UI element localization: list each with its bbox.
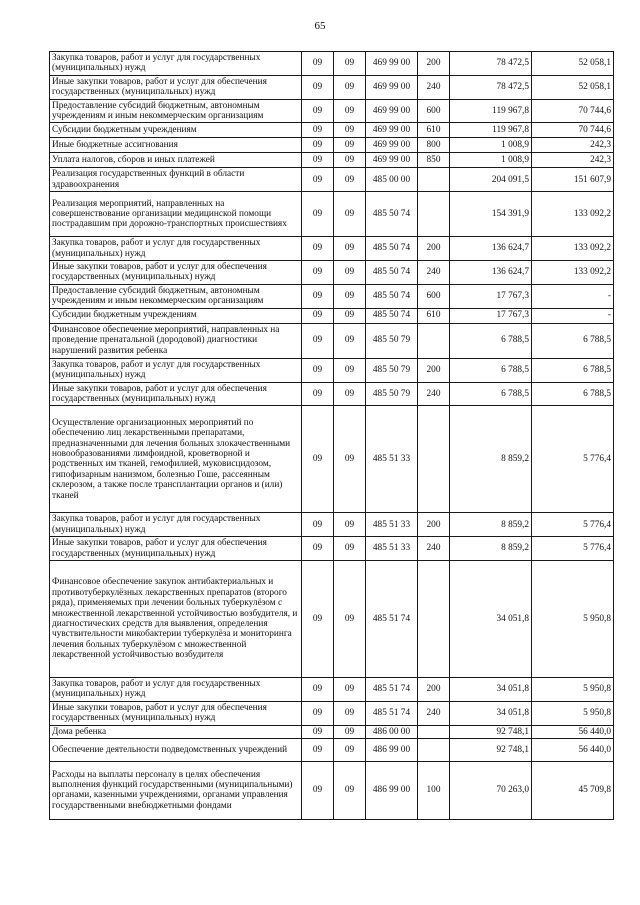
row-target-article: 469 99 00 (366, 153, 418, 168)
row-section: 09 (302, 537, 334, 561)
row-subsection: 09 (334, 168, 366, 192)
row-target-article: 485 51 74 (366, 560, 418, 677)
row-section: 09 (302, 323, 334, 358)
table-row (50, 153, 614, 168)
table-row (50, 284, 614, 308)
row-subsection: 09 (334, 138, 366, 153)
row-expense-type: 600 (418, 284, 450, 308)
row-name: Реализация государственных функций в области здравоохранения (50, 168, 302, 192)
row-target-article: 469 99 00 (366, 52, 418, 76)
row-section: 09 (302, 761, 334, 819)
row-target-article: 469 99 00 (366, 75, 418, 99)
row-target-article: 469 99 00 (366, 99, 418, 123)
row-section: 09 (302, 560, 334, 677)
row-section: 09 (302, 308, 334, 323)
row-subsection: 09 (334, 761, 366, 819)
row-amount-2: 133 092,2 (532, 237, 614, 261)
row-expense-type: 200 (418, 52, 450, 76)
row-amount-1: 70 263,0 (450, 761, 532, 819)
row-subsection: 09 (334, 123, 366, 138)
row-subsection: 09 (334, 382, 366, 406)
row-amount-2: 70 744,6 (532, 99, 614, 123)
row-target-article: 485 00 00 (366, 168, 418, 192)
row-target-article: 485 51 33 (366, 406, 418, 513)
row-section: 09 (302, 358, 334, 382)
row-amount-1: 119 967,8 (450, 123, 532, 138)
row-section: 09 (302, 738, 334, 761)
row-target-article: 485 51 33 (366, 537, 418, 561)
row-expense-type: 610 (418, 308, 450, 323)
row-amount-1: 1 008,9 (450, 138, 532, 153)
row-expense-type: 100 (418, 761, 450, 819)
row-expense-type: 240 (418, 75, 450, 99)
page-number: 65 (314, 20, 326, 32)
table-row (50, 75, 614, 99)
row-name: Осуществление организационных мероприятий по обеспечению лиц лекарственными препаратами, предназначенными для лечения больных злокачественными новообразованиями лимфоидной, кроветворной и родственных им тканей, гемофилией, муковисцидозом, гипофизарным нанизмом, болезнью Гоше, рассеянным склерозом, а также после трансплантации органов и (или) тканей (50, 406, 302, 513)
row-expense-type (418, 192, 450, 237)
row-amount-2: 133 092,2 (532, 261, 614, 285)
row-name: Субсидии бюджетным учреждениям (50, 123, 302, 138)
row-amount-1: 34 051,8 (450, 560, 532, 677)
row-section: 09 (302, 138, 334, 153)
row-subsection: 09 (334, 192, 366, 237)
row-target-article: 485 50 74 (366, 261, 418, 285)
row-amount-1: 6 788,5 (450, 358, 532, 382)
row-name: Финансовое обеспечение мероприятий, направленных на проведение пренатальной (дородовой) диагностики нарушений развития ребенка (50, 323, 302, 358)
row-name: Расходы на выплаты персоналу в целях обеспечения выполнения функций государственными (муниципальными) органами, казенными учреждениями, органами управления государственными внебюджетными фондами (50, 761, 302, 819)
table-row (50, 358, 614, 382)
row-amount-1: 1 008,9 (450, 153, 532, 168)
row-amount-2: - (532, 284, 614, 308)
row-section: 09 (302, 75, 334, 99)
row-amount-2: 6 788,5 (532, 358, 614, 382)
row-target-article: 485 50 79 (366, 323, 418, 358)
row-expense-type (418, 725, 450, 738)
row-section: 09 (302, 99, 334, 123)
row-target-article: 485 50 79 (366, 358, 418, 382)
row-amount-2: 45 709,8 (532, 761, 614, 819)
row-subsection: 09 (334, 725, 366, 738)
table-row (50, 261, 614, 285)
row-target-article: 486 99 00 (366, 738, 418, 761)
row-expense-type (418, 738, 450, 761)
row-amount-1: 8 859,2 (450, 537, 532, 561)
row-expense-type: 850 (418, 153, 450, 168)
row-subsection: 09 (334, 677, 366, 701)
row-name: Иные закупки товаров, работ и услуг для обеспечения государственных (муниципальных) нужд (50, 261, 302, 285)
row-subsection: 09 (334, 738, 366, 761)
row-target-article: 486 99 00 (366, 761, 418, 819)
table-row (50, 123, 614, 138)
budget-table-body (50, 52, 614, 820)
row-expense-type: 240 (418, 382, 450, 406)
row-target-article: 469 99 00 (366, 138, 418, 153)
row-amount-2: 5 776,4 (532, 537, 614, 561)
row-name: Иные закупки товаров, работ и услуг для обеспечения государственных (муниципальных) нужд (50, 75, 302, 99)
row-name: Закупка товаров, работ и услуг для государственных (муниципальных) нужд (50, 513, 302, 537)
table-row (50, 52, 614, 76)
row-target-article: 485 50 74 (366, 192, 418, 237)
row-expense-type: 200 (418, 677, 450, 701)
row-target-article: 485 51 33 (366, 513, 418, 537)
row-amount-2: - (532, 308, 614, 323)
row-amount-2: 70 744,6 (532, 123, 614, 138)
row-target-article: 485 50 74 (366, 284, 418, 308)
row-subsection: 09 (334, 308, 366, 323)
row-amount-1: 78 472,5 (450, 75, 532, 99)
row-subsection: 09 (334, 75, 366, 99)
row-subsection: 09 (334, 99, 366, 123)
row-name: Иные бюджетные ассигнования (50, 138, 302, 153)
row-amount-2: 133 092,2 (532, 192, 614, 237)
row-target-article: 485 51 74 (366, 677, 418, 701)
row-amount-2: 6 788,5 (532, 382, 614, 406)
row-expense-type: 240 (418, 537, 450, 561)
row-target-article: 469 99 00 (366, 123, 418, 138)
row-name: Закупка товаров, работ и услуг для государственных (муниципальных) нужд (50, 52, 302, 76)
row-name: Субсидии бюджетным учреждениям (50, 308, 302, 323)
row-expense-type: 600 (418, 99, 450, 123)
row-expense-type: 240 (418, 701, 450, 725)
row-amount-1: 92 748,1 (450, 738, 532, 761)
row-name: Дома ребенка (50, 725, 302, 738)
table-row (50, 738, 614, 761)
row-amount-2: 56 440,0 (532, 725, 614, 738)
row-subsection: 09 (334, 560, 366, 677)
row-section: 09 (302, 52, 334, 76)
row-name: Иные закупки товаров, работ и услуг для обеспечения государственных (муниципальных) нужд (50, 537, 302, 561)
row-amount-2: 5 950,8 (532, 560, 614, 677)
row-section: 09 (302, 192, 334, 237)
table-row (50, 725, 614, 738)
table-row (50, 761, 614, 819)
row-subsection: 09 (334, 537, 366, 561)
row-amount-1: 154 391,9 (450, 192, 532, 237)
row-expense-type (418, 168, 450, 192)
table-row (50, 138, 614, 153)
table-row (50, 677, 614, 701)
row-name: Предоставление субсидий бюджетным, автономным учреждениям и иным некоммерческим организациям (50, 284, 302, 308)
row-amount-1: 8 859,2 (450, 513, 532, 537)
row-amount-1: 8 859,2 (450, 406, 532, 513)
row-name: Иные закупки товаров, работ и услуг для обеспечения государственных (муниципальных) нужд (50, 382, 302, 406)
row-expense-type: 240 (418, 261, 450, 285)
row-amount-1: 136 624,7 (450, 237, 532, 261)
row-subsection: 09 (334, 52, 366, 76)
row-target-article: 485 50 74 (366, 308, 418, 323)
row-section: 09 (302, 261, 334, 285)
row-amount-2: 151 607,9 (532, 168, 614, 192)
row-section: 09 (302, 153, 334, 168)
table-row (50, 513, 614, 537)
row-subsection: 09 (334, 701, 366, 725)
row-section: 09 (302, 406, 334, 513)
row-amount-1: 34 051,8 (450, 701, 532, 725)
row-name: Иные закупки товаров, работ и услуг для обеспечения государственных (муниципальных) нужд (50, 701, 302, 725)
row-subsection: 09 (334, 153, 366, 168)
table-row (50, 192, 614, 237)
row-amount-2: 5 776,4 (532, 406, 614, 513)
row-section: 09 (302, 382, 334, 406)
table-row (50, 323, 614, 358)
row-section: 09 (302, 725, 334, 738)
row-section: 09 (302, 123, 334, 138)
row-amount-1: 92 748,1 (450, 725, 532, 738)
table-row (50, 99, 614, 123)
table-row (50, 406, 614, 513)
row-subsection: 09 (334, 237, 366, 261)
row-amount-1: 6 788,5 (450, 323, 532, 358)
row-name: Закупка товаров, работ и услуг для государственных (муниципальных) нужд (50, 358, 302, 382)
row-amount-2: 5 950,8 (532, 701, 614, 725)
budget-table (49, 51, 614, 820)
table-row (50, 537, 614, 561)
table-row (50, 701, 614, 725)
row-name: Финансовое обеспечение закупок антибактериальных и противотуберкулёзных лекарственных препаратов (второго ряда), применяемых при лечении больных туберкулёзом с множественной лекарственной устойчивостью возбудителя, и диагностических средств для выявления, определения чувствительности микобактерии туберкулёза и мониторинга лечения больных туберкулёзом с множественной лекарственной устойчивостью возбудителя (50, 560, 302, 677)
table-row (50, 237, 614, 261)
row-amount-2: 242,3 (532, 153, 614, 168)
row-section: 09 (302, 513, 334, 537)
row-amount-2: 6 788,5 (532, 323, 614, 358)
row-name: Закупка товаров, работ и услуг для государственных (муниципальных) нужд (50, 237, 302, 261)
row-amount-2: 52 058,1 (532, 52, 614, 76)
row-name: Закупка товаров, работ и услуг для государственных (муниципальных) нужд (50, 677, 302, 701)
row-target-article: 486 00 00 (366, 725, 418, 738)
row-expense-type: 200 (418, 513, 450, 537)
row-amount-1: 119 967,8 (450, 99, 532, 123)
row-target-article: 485 50 79 (366, 382, 418, 406)
row-subsection: 09 (334, 513, 366, 537)
row-amount-1: 17 767,3 (450, 284, 532, 308)
row-amount-2: 56 440,0 (532, 738, 614, 761)
row-name: Уплата налогов, сборов и иных платежей (50, 153, 302, 168)
row-subsection: 09 (334, 323, 366, 358)
row-expense-type: 610 (418, 123, 450, 138)
row-amount-1: 204 091,5 (450, 168, 532, 192)
row-expense-type: 200 (418, 358, 450, 382)
row-expense-type: 800 (418, 138, 450, 153)
row-target-article: 485 50 74 (366, 237, 418, 261)
row-target-article: 485 51 74 (366, 701, 418, 725)
row-subsection: 09 (334, 284, 366, 308)
row-section: 09 (302, 677, 334, 701)
row-amount-1: 6 788,5 (450, 382, 532, 406)
row-section: 09 (302, 168, 334, 192)
row-expense-type (418, 560, 450, 677)
row-subsection: 09 (334, 406, 366, 513)
row-name: Предоставление субсидий бюджетным, автономным учреждениям и иным некоммерческим организациям (50, 99, 302, 123)
row-amount-2: 5 950,8 (532, 677, 614, 701)
table-row (50, 382, 614, 406)
table-row (50, 308, 614, 323)
row-section: 09 (302, 701, 334, 725)
row-subsection: 09 (334, 358, 366, 382)
row-amount-1: 78 472,5 (450, 52, 532, 76)
row-subsection: 09 (334, 261, 366, 285)
row-expense-type (418, 323, 450, 358)
row-name: Реализация мероприятий, направленных на совершенствование организации медицинской помощи пострадавшим при дорожно-транспортных происшествиях (50, 192, 302, 237)
row-amount-2: 242,3 (532, 138, 614, 153)
row-expense-type: 200 (418, 237, 450, 261)
row-expense-type (418, 406, 450, 513)
row-name: Обеспечение деятельности подведомственных учреждений (50, 738, 302, 761)
row-section: 09 (302, 237, 334, 261)
row-amount-1: 34 051,8 (450, 677, 532, 701)
table-row (50, 560, 614, 677)
row-amount-2: 52 058,1 (532, 75, 614, 99)
row-amount-1: 17 767,3 (450, 308, 532, 323)
row-amount-2: 5 776,4 (532, 513, 614, 537)
table-row (50, 168, 614, 192)
row-amount-1: 136 624,7 (450, 261, 532, 285)
row-section: 09 (302, 284, 334, 308)
